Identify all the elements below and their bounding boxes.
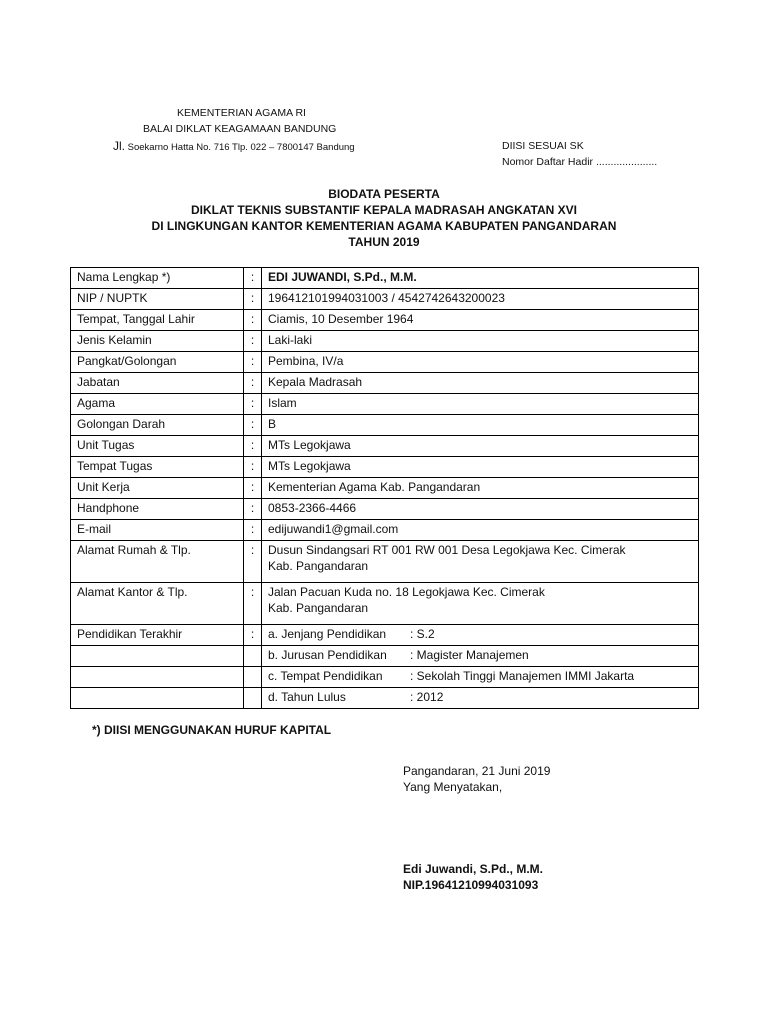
row-value: Laki-laki — [262, 331, 699, 352]
row-colon: : — [244, 394, 262, 415]
row-colon: : — [244, 331, 262, 352]
row-value: B — [262, 415, 699, 436]
row-label: Pendidikan Terakhir — [71, 625, 244, 646]
table-row — [71, 478, 699, 499]
row-colon: : — [244, 499, 262, 520]
row-label: Golongan Darah — [71, 415, 244, 436]
row-label: Unit Tugas — [71, 436, 244, 457]
row-label-empty — [71, 646, 244, 667]
row-colon-empty — [244, 646, 262, 667]
edu-key: d. Tahun Lulus — [268, 690, 346, 704]
row-colon: : — [244, 520, 262, 541]
row-value-line1: Dusun Sindangsari RT 001 RW 001 Desa Legokjawa Kec. Cimerak — [268, 543, 626, 557]
row-value: Kementerian Agama Kab. Pangandaran — [262, 478, 699, 499]
row-value: edijuwandi1@gmail.com — [262, 520, 699, 541]
row-label: Alamat Kantor & Tlp. — [71, 583, 244, 625]
row-value: MTs Legokjawa — [262, 457, 699, 478]
row-colon: : — [244, 373, 262, 394]
header-right-line1: DIISI SESUAI SK — [502, 140, 584, 152]
title-line3: DI LINGKUNGAN KANTOR KEMENTERIAN AGAMA KABUPATEN PANGANDARAN — [151, 219, 617, 233]
row-value-line2: Kab. Pangandaran — [268, 601, 369, 615]
row-label-empty — [71, 688, 244, 709]
edu-key: b. Jurusan Pendidikan — [268, 648, 387, 662]
row-value: Pembina, IV/a — [262, 352, 699, 373]
edu-key: a. Jenjang Pendidikan — [268, 627, 387, 641]
row-colon: : — [244, 415, 262, 436]
row-colon: : — [244, 457, 262, 478]
header-office: BALAI DIKLAT KEAGAMAAN BANDUNG — [143, 123, 337, 135]
row-colon: : — [244, 541, 262, 583]
table-row — [71, 268, 699, 289]
table-row — [71, 415, 699, 436]
row-colon-empty — [244, 688, 262, 709]
signature-nip: NIP.19641210994031093 — [403, 878, 539, 892]
row-colon: : — [244, 352, 262, 373]
row-label: Unit Kerja — [71, 478, 244, 499]
row-colon: : — [244, 310, 262, 331]
row-label: Jabatan — [71, 373, 244, 394]
edu-value: : Sekolah Tinggi Manajemen IMMI Jakarta — [410, 669, 635, 683]
row-label: E-mail — [71, 520, 244, 541]
table-row — [71, 394, 699, 415]
row-colon: : — [244, 289, 262, 310]
row-label: Handphone — [71, 499, 244, 520]
row-colon: : — [244, 583, 262, 625]
row-label: Jenis Kelamin — [71, 331, 244, 352]
row-value — [262, 646, 699, 667]
row-value — [262, 667, 699, 688]
table-row — [71, 310, 699, 331]
biodata-table — [70, 267, 699, 709]
title-line1: BIODATA PESERTA — [328, 187, 440, 201]
table-row — [71, 520, 699, 541]
row-value — [262, 625, 699, 646]
row-label: Pangkat/Golongan — [71, 352, 244, 373]
title-line2: DIKLAT TEKNIS SUBSTANTIF KEPALA MADRASAH ANGKATAN XVI — [191, 203, 577, 217]
row-value: MTs Legokjawa — [262, 436, 699, 457]
table-row — [71, 289, 699, 310]
row-value — [262, 541, 699, 583]
edu-value: : 2012 — [410, 690, 444, 704]
row-colon-empty — [244, 667, 262, 688]
row-label: Agama — [71, 394, 244, 415]
table-row — [71, 667, 699, 688]
row-value: Islam — [262, 394, 699, 415]
row-colon: : — [244, 436, 262, 457]
header-right-line2: Nomor Daftar Hadir ..................... — [502, 156, 658, 168]
row-label: Nama Lengkap *) — [71, 268, 244, 289]
table-row — [71, 436, 699, 457]
title-line4: TAHUN 2019 — [348, 235, 420, 249]
row-value: EDI JUWANDI, S.Pd., M.M. — [262, 268, 699, 289]
row-value: Ciamis, 10 Desember 1964 — [262, 310, 699, 331]
header-address — [113, 139, 355, 153]
edu-value: : S.2 — [410, 627, 435, 641]
row-value-line1: Jalan Pacuan Kuda no. 18 Legokjawa Kec. Cimerak — [268, 585, 545, 599]
edu-value: : Magister Manajemen — [410, 648, 529, 662]
table-row — [71, 352, 699, 373]
row-value — [262, 688, 699, 709]
table-row — [71, 646, 699, 667]
table-row — [71, 373, 699, 394]
table-row — [71, 499, 699, 520]
signature-statement: Yang Menyatakan, — [403, 780, 503, 794]
row-label: Tempat, Tanggal Lahir — [71, 310, 244, 331]
row-colon: : — [244, 268, 262, 289]
row-value: 196412101994031003 / 4542742643200023 — [262, 289, 699, 310]
row-colon: : — [244, 625, 262, 646]
row-value: 0853-2366-4466 — [262, 499, 699, 520]
table-row — [71, 331, 699, 352]
table-row — [71, 688, 699, 709]
row-value: Kepala Madrasah — [262, 373, 699, 394]
row-label: Tempat Tugas — [71, 457, 244, 478]
header-address-prefix: Jl. — [113, 139, 125, 153]
row-value — [262, 583, 699, 625]
row-colon: : — [244, 478, 262, 499]
signature-name: Edi Juwandi, S.Pd., M.M. — [403, 862, 544, 876]
table-row — [71, 625, 699, 646]
table-row — [71, 457, 699, 478]
table-row — [71, 541, 699, 583]
row-label-empty — [71, 667, 244, 688]
signature-place-date: Pangandaran, 21 Juni 2019 — [403, 764, 551, 778]
header-address-text: Soekarno Hatta No. 716 Tlp. 022 – 7800147 Bandung — [127, 142, 355, 153]
header-ministry: KEMENTERIAN AGAMA RI — [177, 107, 306, 119]
row-label: Alamat Rumah & Tlp. — [71, 541, 244, 583]
table-row — [71, 583, 699, 625]
row-value-line2: Kab. Pangandaran — [268, 559, 369, 573]
row-label: NIP / NUPTK — [71, 289, 244, 310]
footnote: *) DIISI MENGGUNAKAN HURUF KAPITAL — [92, 723, 332, 737]
edu-key: c. Tempat Pendidikan — [268, 669, 383, 683]
